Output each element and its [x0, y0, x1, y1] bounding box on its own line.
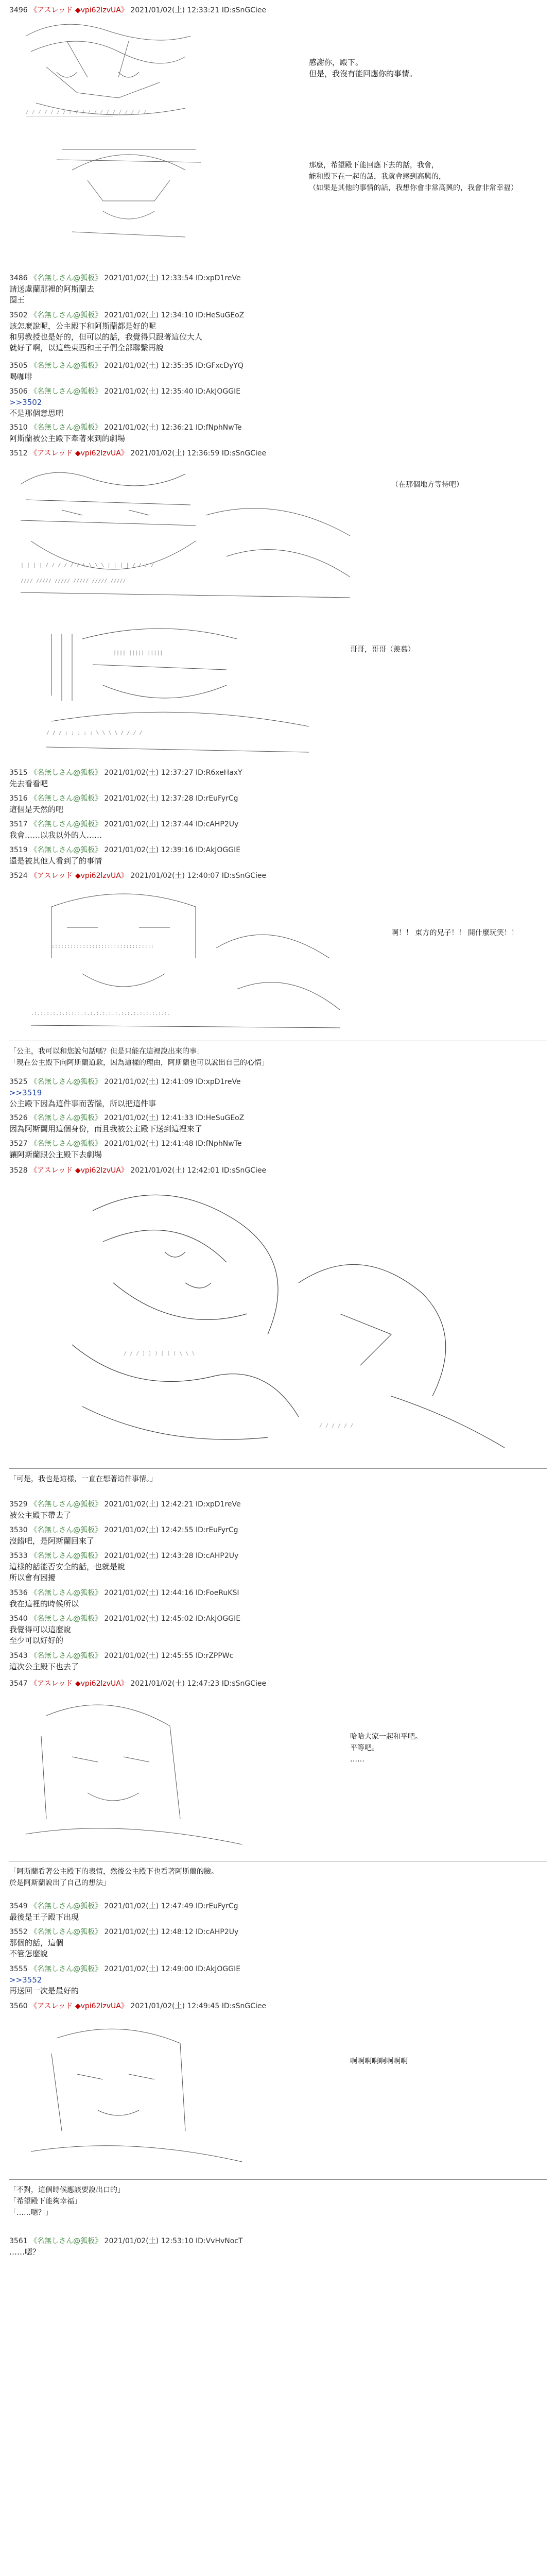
post-date: 2021/01/02(土) 12:36:21 — [104, 423, 194, 432]
dialog-block — [350, 1731, 422, 1765]
dialog-line: （如果是其他的事情的話，我想你會非常高興的，我會非常幸福） — [309, 184, 518, 192]
post-number[interactable]: 3536 — [9, 1589, 28, 1597]
post-number[interactable]: 3515 — [9, 769, 28, 777]
ascii-art-character — [15, 21, 201, 129]
post-id[interactable]: ID:rEuFyrCg — [195, 1526, 238, 1534]
post-id[interactable]: ID:fNphNwTe — [195, 1140, 242, 1148]
post-date: 2021/01/02(土) 12:49:00 — [104, 1965, 194, 1973]
dialog-line: 啊！！ 東方的兄子！！ 開什麼玩笑！！ — [391, 929, 518, 937]
post — [9, 1077, 547, 1109]
post-header — [9, 1551, 547, 1562]
post-id[interactable]: ID:xpD1reVe — [195, 274, 241, 282]
post — [9, 422, 547, 444]
narration-block — [9, 2184, 125, 2218]
post-text: 就好了啊，以這些東西和王子們全部聯繫再說 — [9, 343, 164, 352]
post-header — [9, 5, 547, 16]
ascii-art-figure — [15, 1695, 252, 1855]
post-author: 《名無しさん@狐板》 — [30, 1928, 102, 1936]
dialog-line: 能和殿下在一起的話，我就會感到高興的， — [309, 173, 446, 181]
post-text: 那個的話，這個 — [9, 1938, 64, 1947]
post-date: 2021/01/02(土) 12:44:16 — [104, 1589, 194, 1597]
post-date: 2021/01/02(土) 12:47:23 — [130, 1680, 220, 1688]
post-author: 《名無しさん@狐板》 — [30, 1078, 102, 1086]
post-number[interactable]: 3561 — [9, 2237, 28, 2245]
reply-anchor-link[interactable]: >>3502 — [9, 398, 42, 407]
post-number[interactable]: 3555 — [9, 1965, 28, 1973]
dialog-line: 啊啊啊啊啊啊啊啊 — [350, 2057, 408, 2065]
post — [9, 1679, 547, 1689]
post-id[interactable]: ID:AkJOGGIE — [195, 1965, 241, 1973]
post-date: 2021/01/02(土) 12:37:44 — [104, 820, 194, 828]
post-date: 2021/01/02(土) 12:42:01 — [130, 1166, 220, 1175]
narration-block — [9, 1866, 218, 1889]
dialog-block — [391, 479, 463, 490]
post-header — [9, 1614, 547, 1624]
dialog-block — [309, 57, 417, 79]
post — [9, 1525, 547, 1547]
post-text: 該怎麼說呢，公主殿下和阿斯蘭都是好的呢 — [9, 321, 157, 331]
post-author: 《名無しさん@狐板》 — [30, 1965, 102, 1973]
post-date: 2021/01/02(土) 12:48:12 — [104, 1928, 194, 1936]
ascii-art-figure — [21, 886, 350, 1036]
post-id[interactable]: ID:sSnGCiee — [221, 449, 267, 457]
post — [9, 1901, 547, 1923]
post-id[interactable]: ID:R6xeHaxY — [195, 769, 242, 777]
post-number[interactable]: 3527 — [9, 1140, 28, 1148]
post-number[interactable]: 3517 — [9, 820, 28, 828]
post-text: 讓阿斯蘭跟公主殿下去劇場 — [9, 1150, 102, 1159]
post — [9, 793, 547, 815]
post-header — [9, 1139, 547, 1149]
ascii-art-figure — [15, 2018, 252, 2172]
post-number[interactable]: 3524 — [9, 872, 28, 880]
post-number[interactable]: 3552 — [9, 1928, 28, 1936]
narration-block — [9, 1046, 269, 1069]
post-header — [9, 1499, 547, 1510]
dialog-block — [309, 160, 518, 194]
post-header — [9, 2236, 547, 2247]
post-id[interactable]: ID:AkJOGGIE — [195, 846, 241, 854]
post-text: 不管怎麼說 — [9, 1949, 48, 1958]
post-text: 公主殿下因為這件事而苦惱，所以把這件事 — [9, 1099, 157, 1108]
dialog-line: 哥哥，哥哥（羨慕） — [350, 646, 415, 654]
post — [9, 768, 547, 789]
post-number[interactable]: 3560 — [9, 2002, 28, 2010]
narration-line: 於是阿斯蘭說出了自己的想法」 — [9, 1879, 110, 1887]
post-date: 2021/01/02(土) 12:42:21 — [104, 1500, 194, 1509]
dialog-line: 平等吧。 — [350, 1744, 379, 1752]
post-number[interactable]: 3506 — [9, 387, 28, 396]
svg-text:/ / / ) ) ) ( ( ( \ \ \: / / / ) ) ) ( ( ( \ \ \ — [124, 1351, 195, 1357]
svg-text://// ///// ///// ///// ///// /: //// ///// ///// ///// ///// ///// — [21, 578, 126, 584]
post — [9, 448, 547, 459]
svg-text:|||| ||||| |||||: |||| ||||| ||||| — [113, 650, 163, 656]
post-author: 《アスレッド ◆vpi62lzvUA》 — [30, 449, 128, 457]
post-author: 《名無しさん@狐板》 — [30, 794, 102, 803]
narration-line: 「公主，我可以和您說句話嗎？但是只能在這裡說出來的事」 — [9, 1047, 204, 1056]
post-date: 2021/01/02(土) 12:37:27 — [104, 769, 194, 777]
narration-line: 「阿斯蘭看著公主殿下的表情，然後公主殿下也看著阿斯蘭的臉。 — [9, 1868, 218, 1876]
post-text: 請送盧蘭那裡的阿斯蘭去 — [9, 284, 95, 294]
post — [9, 1113, 547, 1134]
post-date: 2021/01/02(土) 12:39:16 — [104, 846, 194, 854]
svg-text:/ / / / / /: / / / / / / — [319, 1423, 354, 1429]
post-text: 這個是天然的吧 — [9, 805, 64, 814]
post — [9, 5, 547, 16]
ascii-art-character — [31, 623, 319, 762]
post-id[interactable]: ID:cAHP2Uy — [195, 1552, 239, 1560]
divider — [9, 1468, 547, 1469]
dialog-line: 感謝你，殿下。 — [309, 58, 363, 67]
post-number[interactable]: 3547 — [9, 1680, 28, 1688]
post-header — [9, 819, 547, 830]
svg-text:.:.:.:.:.:.:.:.:.:.:.:.:.:.:.:: .:.:.:.:.:.:.:.:.:.:.:.:.:.:.:.:.:.:.:.:.:.:. — [31, 1011, 170, 1016]
post-id[interactable]: ID:VvHvNocT — [195, 2237, 243, 2245]
post — [9, 1927, 547, 1959]
post-date: 2021/01/02(土) 12:33:54 — [104, 274, 194, 282]
post-header — [9, 1588, 547, 1599]
post-date: 2021/01/02(土) 12:45:02 — [104, 1615, 194, 1623]
post — [9, 1614, 547, 1646]
post-date: 2021/01/02(土) 12:36:59 — [130, 449, 220, 457]
post-header — [9, 386, 547, 397]
post-text: 至少可以好好的 — [9, 1636, 64, 1645]
post-number[interactable]: 3486 — [9, 274, 28, 282]
ascii-art-character — [21, 886, 350, 1036]
dialog-block — [350, 2056, 408, 2067]
post — [9, 1651, 547, 1672]
post-date: 2021/01/02(土) 12:53:10 — [104, 2237, 194, 2245]
ascii-art-figure — [31, 623, 319, 762]
post-author: 《名無しさん@狐板》 — [30, 820, 102, 828]
post-text: 圈王 — [9, 295, 25, 304]
post-text: 還是被其他人看到了的事情 — [9, 856, 102, 866]
post-author: 《名無しさん@狐板》 — [30, 1114, 102, 1122]
post-id[interactable]: ID:sSnGCiee — [221, 2002, 267, 2010]
dialog-line: 那麼，希望殿下能回應下去的話，我會， — [309, 161, 439, 170]
post-date: 2021/01/02(土) 12:47:49 — [104, 1902, 194, 1910]
dialog-line: …… — [350, 1755, 364, 1764]
narration-line: 「可是，我也是這樣，一直在想著這件事情。」 — [9, 1475, 157, 1483]
post-date: 2021/01/02(土) 12:35:35 — [104, 362, 194, 370]
post-id[interactable]: ID:xpD1reVe — [195, 1500, 241, 1509]
ascii-art-character — [10, 464, 360, 613]
post-id[interactable]: ID:cAHP2Uy — [195, 820, 239, 828]
post-text: 這次公主殿下也去了 — [9, 1662, 79, 1671]
post-text: 和男教授也是好的，但可以的話，我覺得只跟著這位大人 — [9, 332, 203, 342]
ascii-art-character — [31, 1180, 525, 1458]
post-id[interactable]: ID:sSnGCiee — [221, 872, 267, 880]
post-text: 我會……以我以外的人…… — [9, 831, 102, 840]
post — [9, 273, 547, 306]
post-text: 最後是王子殿下出現 — [9, 1912, 79, 1922]
post-text: ……嗯？ — [9, 2247, 41, 2257]
post-author: 《アスレッド ◆vpi62lzvUA》 — [30, 6, 128, 14]
narration-line: 「……嗯？」 — [9, 2209, 53, 2217]
post-id[interactable]: ID:cAHP2Uy — [195, 1928, 239, 1936]
post-date: 2021/01/02(土) 12:41:48 — [104, 1140, 194, 1148]
post-header — [9, 1679, 547, 1689]
post-header — [9, 448, 547, 459]
post-id[interactable]: ID:FoeRuKSI — [195, 1589, 239, 1597]
post-header — [9, 1651, 547, 1662]
post-header — [9, 1525, 547, 1536]
post-header — [9, 768, 547, 778]
post-header — [9, 1964, 547, 1975]
post-id[interactable]: ID:sSnGCiee — [221, 1680, 267, 1688]
post-author: 《名無しさん@狐板》 — [30, 1589, 102, 1597]
post-date: 2021/01/02(土) 12:45:55 — [104, 1652, 194, 1660]
post-header — [9, 793, 547, 804]
post — [9, 819, 547, 841]
post-text: 被公主殿下帶去了 — [9, 1511, 72, 1520]
post-number[interactable]: 3549 — [9, 1902, 28, 1910]
post-number[interactable]: 3540 — [9, 1615, 28, 1623]
post-author: 《名無しさん@狐板》 — [30, 846, 102, 854]
post-number[interactable]: 3543 — [9, 1652, 28, 1660]
post-author: 《名無しさん@狐板》 — [30, 1615, 102, 1623]
post-number[interactable]: 3496 — [9, 6, 28, 14]
post-text: 沒錯吧，是阿斯蘭回來了 — [9, 1536, 95, 1546]
post-date: 2021/01/02(土) 12:49:45 — [130, 2002, 220, 2010]
post-text: 我在這裡的時候所以 — [9, 1599, 79, 1608]
post-id[interactable]: ID:GFxcDyYQ — [195, 362, 244, 370]
post-text: 所以會有困擾 — [9, 1573, 56, 1582]
svg-text:| | | | / / / / / / \ \ \ \ |: | | | | / / / / / / \ \ \ \ | | | | / / / / — [21, 563, 154, 568]
post — [9, 2001, 547, 2012]
dialog-line: 但是，我沒有能回應你的事情。 — [309, 69, 418, 78]
post-id[interactable]: ID:rEuFyrCg — [195, 794, 238, 803]
post-header — [9, 1077, 547, 1088]
post — [9, 1551, 547, 1583]
post-author: 《アスレッド ◆vpi62lzvUA》 — [30, 872, 128, 880]
post-text: 因為阿斯蘭用這個身份，而且我被公主殿下送到這裡來了 — [9, 1124, 203, 1133]
divider — [9, 2179, 547, 2180]
post-header — [9, 2001, 547, 2012]
post-text: 再送回一次是最好的 — [9, 1986, 79, 1995]
post-id[interactable]: ID:sSnGCiee — [221, 1166, 267, 1175]
post-author: 《名無しさん@狐板》 — [30, 769, 102, 777]
dialog-line: （在那個地方等待吧） — [391, 481, 463, 489]
ascii-art-figure — [31, 1180, 525, 1458]
post — [9, 871, 547, 882]
post — [9, 1165, 547, 1176]
post-date: 2021/01/02(土) 12:42:55 — [104, 1526, 194, 1534]
post-author: 《アスレッド ◆vpi62lzvUA》 — [30, 1166, 128, 1175]
post-number[interactable]: 3502 — [9, 311, 28, 319]
post-author: 《名無しさん@狐板》 — [30, 1140, 102, 1148]
post-author: 《名無しさん@狐板》 — [30, 274, 102, 282]
post-header — [9, 1927, 547, 1938]
narration-line: 「不對，這個時候應該要說出口的」 — [9, 2186, 125, 2194]
post-author: 《名無しさん@狐板》 — [30, 311, 102, 319]
post-number[interactable]: 3516 — [9, 794, 28, 803]
dialog-block — [391, 927, 518, 939]
post-author: 《名無しさん@狐板》 — [30, 1652, 102, 1660]
post-id[interactable]: ID:xpD1reVe — [195, 1078, 241, 1086]
post-header — [9, 1165, 547, 1176]
post-header — [9, 422, 547, 433]
post-header — [9, 1901, 547, 1912]
post — [9, 1964, 547, 1996]
post-header — [9, 273, 547, 284]
post-id[interactable]: ID:AkJOGGIE — [195, 1615, 241, 1623]
ascii-art-character — [41, 139, 216, 252]
post-id[interactable]: ID:AkJOGGIE — [195, 387, 241, 396]
post-date: 2021/01/02(土) 12:34:10 — [104, 311, 194, 319]
post-author: 《アスレッド ◆vpi62lzvUA》 — [30, 2002, 128, 2010]
post-author: 《名無しさん@狐板》 — [30, 387, 102, 396]
post-id[interactable]: ID:rEuFyrCg — [195, 1902, 238, 1910]
post-number[interactable]: 3533 — [9, 1552, 28, 1560]
narration-line: 「希望殿下能夠幸福」 — [9, 2197, 81, 2206]
post-number[interactable]: 3528 — [9, 1166, 28, 1175]
post-number[interactable]: 3519 — [9, 846, 28, 854]
post-header — [9, 845, 547, 856]
post-id[interactable]: ID:HeSuGEoZ — [195, 1114, 245, 1122]
post — [9, 1499, 547, 1521]
post-text: 不是那個意思吧 — [9, 409, 64, 418]
narration-block — [9, 1473, 157, 1485]
post-date: 2021/01/02(土) 12:33:21 — [130, 6, 220, 14]
post-id[interactable]: ID:sSnGCiee — [221, 6, 267, 14]
ascii-art-figure — [15, 21, 201, 129]
post-id[interactable]: ID:HeSuGEoZ — [195, 311, 245, 319]
post-author: 《名無しさん@狐板》 — [30, 1552, 102, 1560]
ascii-art-figure — [41, 139, 216, 252]
post-date: 2021/01/02(土) 12:37:28 — [104, 794, 194, 803]
svg-text:￣￣￣￣￣￣￣￣￣￣￣￣￣￣￣￣￣: ￣￣￣￣￣￣￣￣￣￣￣￣￣￣￣￣￣ — [26, 117, 113, 123]
post-header — [9, 310, 547, 321]
post — [9, 845, 547, 867]
post-number[interactable]: 3512 — [9, 449, 28, 457]
post-author: 《名無しさん@狐板》 — [30, 423, 102, 432]
post-number[interactable]: 3526 — [9, 1114, 28, 1122]
narration-line: 「現在公主殿下向阿斯蘭道歉，因為這樣的理由，阿斯蘭也可以說出自己的心情」 — [9, 1059, 269, 1067]
post-text: 喝咖啡 — [9, 372, 33, 381]
ascii-art-figure — [10, 464, 360, 613]
post-text: 我覺得可以這麼說 — [9, 1625, 72, 1634]
post-number[interactable]: 3530 — [9, 1526, 28, 1534]
post-date: 2021/01/02(土) 12:35:40 — [104, 387, 194, 396]
post-number[interactable]: 3505 — [9, 362, 28, 370]
ascii-art-character — [15, 2018, 252, 2172]
reply-anchor-link[interactable]: >>3519 — [9, 1088, 42, 1097]
ascii-art-character — [15, 1695, 252, 1855]
post-author: 《名無しさん@狐板》 — [30, 2237, 102, 2245]
post-number[interactable]: 3525 — [9, 1078, 28, 1086]
post-id[interactable]: ID:rZPPWc — [195, 1652, 234, 1660]
post-text: 阿斯蘭被公主殿下牽著來到的劇場 — [9, 434, 126, 443]
post — [9, 1588, 547, 1609]
post-header — [9, 871, 547, 882]
post — [9, 1139, 547, 1160]
post-number[interactable]: 3510 — [9, 423, 28, 432]
post — [9, 361, 547, 382]
post-author: 《名無しさん@狐板》 — [30, 1526, 102, 1534]
post-author: 《名無しさん@狐板》 — [30, 1902, 102, 1910]
post-date: 2021/01/02(土) 12:41:33 — [104, 1114, 194, 1122]
post-author: 《名無しさん@狐板》 — [30, 1500, 102, 1509]
dialog-block — [350, 644, 415, 655]
post — [9, 2236, 547, 2258]
dialog-line: 哈哈大家一起和平吧。 — [350, 1733, 422, 1741]
post-text: 這樣的話能否安全的話，也就是說 — [9, 1562, 126, 1571]
post-date: 2021/01/02(土) 12:41:09 — [104, 1078, 194, 1086]
post — [9, 310, 547, 353]
post-text: 先去看看吧 — [9, 779, 48, 788]
post-id[interactable]: ID:fNphNwTe — [195, 423, 242, 432]
post-header — [9, 361, 547, 371]
svg-text:::::::::::::::::::::::::::::::: ::::::::::::::::::::::::::::::::: — [51, 944, 154, 950]
post-author: 《名無しさん@狐板》 — [30, 362, 102, 370]
post-author: 《アスレッド ◆vpi62lzvUA》 — [30, 1680, 128, 1688]
post-number[interactable]: 3529 — [9, 1500, 28, 1509]
post-date: 2021/01/02(土) 12:40:07 — [130, 872, 220, 880]
svg-text:/ / / ; ; ; ; ; \ \ \ \ / / /: / / / ; ; ; ; ; \ \ \ \ / / / / — [46, 730, 143, 736]
post-date: 2021/01/02(土) 12:43:28 — [104, 1552, 194, 1560]
svg-text:/ / / / / / / / / / / / / / /: / / / / / / / / / / / / / / / / / / / / — [26, 109, 147, 115]
post-header — [9, 1113, 547, 1124]
reply-anchor-link[interactable]: >>3552 — [9, 1975, 42, 1985]
post — [9, 386, 547, 419]
